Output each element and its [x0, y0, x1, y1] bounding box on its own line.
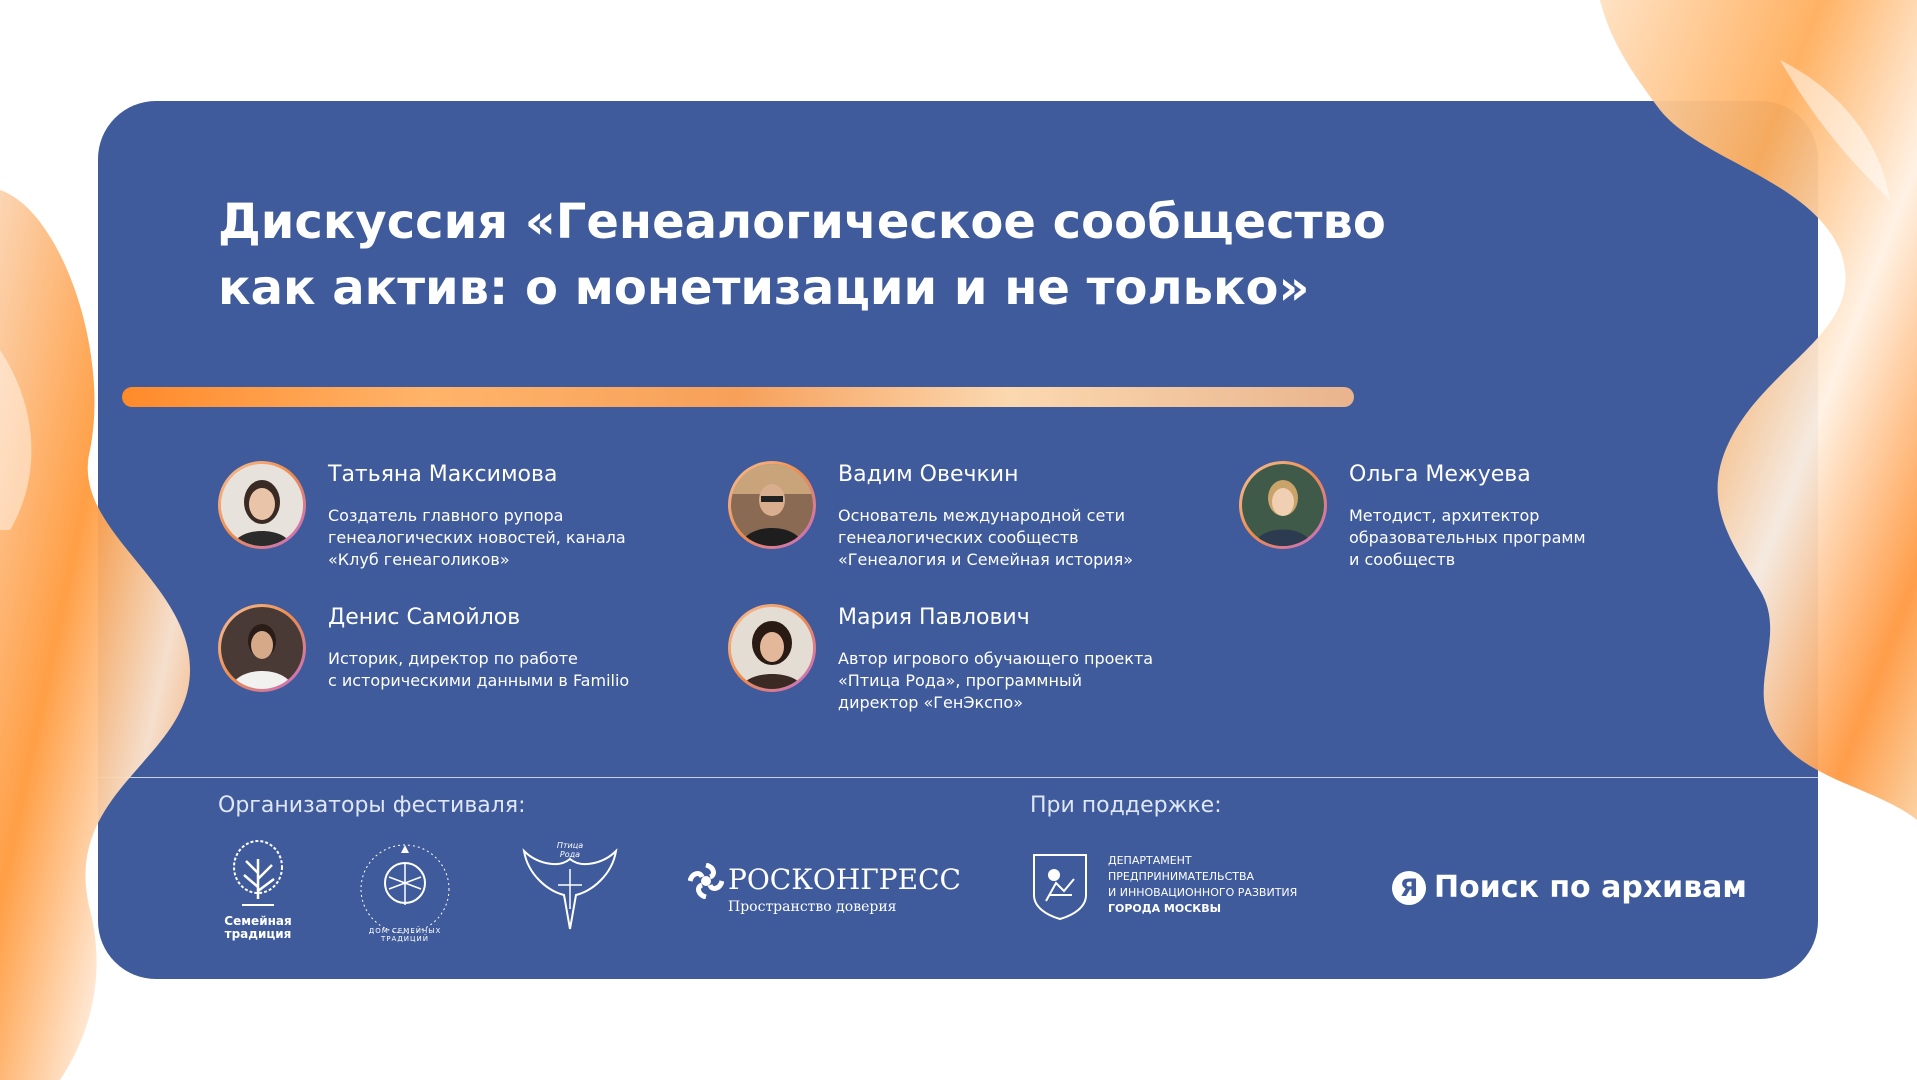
ptica-text: Птица Рода: [556, 841, 584, 859]
speaker-name: Мария Павлович: [838, 605, 1030, 630]
dept-line-3: И ИННОВАЦИОННОГО РАЗВИТИЯ: [1108, 886, 1298, 899]
logo-moscow-department: [1030, 851, 1360, 921]
avatar: [218, 604, 306, 692]
event-card: [98, 101, 1818, 979]
speaker-card: [218, 604, 688, 734]
organizers-label: Организаторы фестиваля:: [218, 793, 526, 818]
footer-divider: [98, 777, 1818, 778]
avatar: [1239, 461, 1327, 549]
speaker-name: Ольга Межуева: [1349, 462, 1531, 487]
person-photo-icon: [221, 607, 303, 689]
logo-ptica-roda: [518, 839, 622, 939]
dept-line-1: ДЕПАРТАМЕНТ: [1108, 854, 1192, 867]
speaker-card: [728, 461, 1198, 591]
emblem-icon: [353, 837, 457, 941]
moscow-coat-of-arms-icon: [1030, 851, 1090, 921]
avatar: [728, 461, 816, 549]
yandex-text: Поиск по архивам: [1434, 870, 1747, 905]
speaker-name: Татьяна Максимова: [328, 462, 558, 487]
yandex-icon: Я: [1392, 871, 1426, 905]
tree-icon: [218, 839, 298, 911]
title-line-1: Дискуссия «Генеалогическое сообщество: [218, 194, 1386, 250]
speaker-card: [728, 604, 1198, 734]
person-photo-icon: [221, 464, 303, 546]
speaker-name: Вадим Овечкин: [838, 462, 1019, 487]
roscongress-swirl-icon: [688, 863, 724, 899]
person-photo-icon: [731, 607, 813, 689]
semeinaya-line-2: традиция: [224, 927, 292, 941]
logo-yandex-archive-search: [1392, 869, 1747, 909]
speaker-description: Методист, архитектор образовательных программ и сообществ: [1349, 506, 1586, 569]
decorative-blob-right: [1580, 0, 1917, 820]
speaker-description: Создатель главного рупора генеалогических новостей, канала «Клуб генеаголиков»: [328, 506, 626, 569]
person-photo-icon: [1242, 464, 1324, 546]
event-title: [218, 189, 1518, 321]
title-line-2: как актив: о монетизации и не только»: [218, 260, 1310, 316]
logo-roscongress: [688, 861, 988, 921]
person-photo-icon: [731, 464, 813, 546]
decorative-blob-left: [0, 150, 200, 1080]
gradient-divider: [122, 387, 1354, 407]
speaker-description: Основатель международной сети генеалогических сообществ «Генеалогия и Семейная история»: [838, 506, 1134, 569]
dept-line-4: ГОРОДА МОСКВЫ: [1108, 902, 1222, 915]
avatar: [728, 604, 816, 692]
speaker-card: [218, 461, 688, 591]
dom-text: ДОМ СЕМЕЙНЫХ ТРАДИЦИЙ: [368, 927, 442, 943]
dept-line-2: ПРЕДПРИНИМАТЕЛЬСТВА: [1108, 870, 1255, 883]
logo-semeinaya-tradiciya: [218, 839, 298, 939]
speaker-name: Денис Самойлов: [328, 605, 521, 630]
support-label: При поддержке:: [1030, 793, 1222, 818]
speaker-description: Историк, директор по работе с историческими данными в Familio: [328, 649, 630, 690]
semeinaya-line-1: Семейная: [224, 914, 292, 928]
avatar: [218, 461, 306, 549]
logo-dom-semeinyh-tradicij: [353, 837, 457, 941]
roscongress-name: РОСКОНГРЕСС: [728, 863, 961, 896]
roscongress-tagline: Пространство доверия: [728, 899, 897, 915]
speaker-description: Автор игрового обучающего проекта «Птица Рода», программный директор «ГенЭкспо»: [838, 649, 1154, 712]
